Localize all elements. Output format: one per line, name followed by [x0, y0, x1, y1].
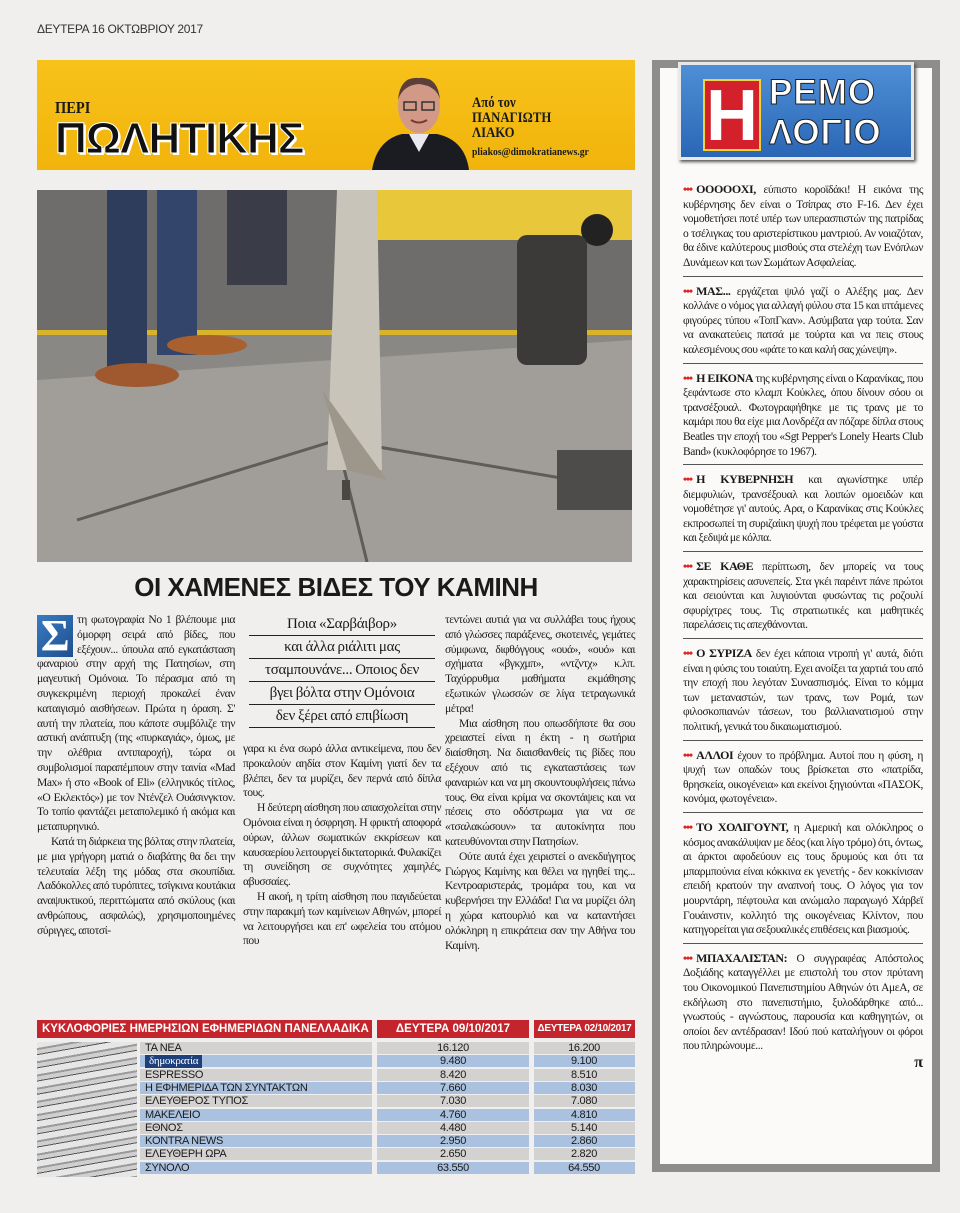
- newspaper-name: ΣΥΝΟΛΟ: [145, 1161, 190, 1174]
- circulation-week-2: 4.810: [570, 1108, 598, 1121]
- bullet-icon: •••: [683, 184, 693, 196]
- author-portrait: [367, 70, 472, 170]
- item-body: και αγωνίστηκε υπέρ διεμφυλιών, τρανσέξουαλ και λοιπών ομοειδών και νομοθέτησε γι' αυτούς. Αρα, ο Καρανίκας στις Κούκλες εκπροσωπεί τη συριζαίικη ψυχή που τρέφεται με γούστα και ξεδιψά με κόλπα.: [683, 474, 923, 545]
- article-paragraph: τεντώνει αυτιά για να συλλάβει τους ήχους από γλώσσες παράξενες, σκοτεινές, γεμάτες σύμφωνα, διφθόγγους «ουά», «ουό» και σχήματα «βγκχμπ», «ντζντχ» κ.λπ. Ταχύρρυθμα μαθήματα εκμάθησης εξωτικών γλωσσών σε λίγα τετραγωνικά μέτρα!: [445, 613, 635, 715]
- item-lead: ΣΕ ΚΑΘΕ: [696, 559, 754, 574]
- circulation-week-2: 2.860: [570, 1135, 598, 1148]
- sidebar-item: [683, 369, 923, 466]
- column-header-week-2: ΔΕΥΤΕΡΑ 02/10/2017: [534, 1020, 635, 1038]
- pull-quote-line: και άλλα ριάλιτι μας: [249, 636, 435, 659]
- article-paragraph: [37, 613, 235, 835]
- newspaper-name: δημοκρατία: [145, 1055, 202, 1068]
- article-paragraph: γαρα κι ένα σωρό άλλα αντικείμενα, που δεν προκαλούν αηδία στον Καμίνη γιατί δεν τα βλέπει, δεν τα μυρίζει, δεν περνά από δίπλα τους.: [243, 742, 441, 800]
- circulation-week-1: 16.120: [437, 1042, 469, 1054]
- circulation-week-1: 8.420: [439, 1068, 467, 1081]
- sidebar-items: [683, 180, 923, 1072]
- bullet-icon: •••: [683, 648, 693, 661]
- article-photo: [37, 190, 632, 562]
- pull-quote-line: βγει βόλτα στην Ομόνοια: [249, 682, 435, 705]
- bullet-icon: •••: [683, 821, 693, 834]
- newspaper-name: KONTRA NEWS: [145, 1135, 223, 1148]
- circulation-week-1: 4.760: [439, 1108, 467, 1121]
- table-title: ΚΥΚΛΟΦΟΡΙΕΣ ΗΜΕΡΗΣΙΩΝ ΕΦΗΜΕΡΙΔΩΝ ΠΑΝΕΛΛΑΔΙΚΑ: [37, 1020, 372, 1038]
- newspaper-name: Η ΕΦΗΜΕΡΙΔΑ ΤΩΝ ΣΥΝΤΑΚΤΩΝ: [145, 1081, 308, 1094]
- author-email[interactable]: pliakos@dimokratianews.gr: [472, 146, 589, 158]
- sidebar-logo: [678, 62, 914, 160]
- sidebar-item: [683, 949, 923, 1054]
- item-body: της κυβέρνησης είναι ο Καρανίκας, που ξεφάντωσε στο κλαμπ Κούκλες, όπου δίνουν σόου οι τρανσέξουαλ. Φωτογραφήθηκε με τις τρανς με το καμάρι που θα είχε μια Λονδρέζα αν πόζαρε δίπλα στους Beatles την εποχή του «Sgt Pepper's Lonely Hearts Club Band» (κυκλοφόρησε το 1967).: [683, 372, 923, 458]
- author-first-name: ΠΑΝΑΓΙΩΤΗ: [472, 110, 552, 126]
- item-body: έχουν το πρόβλημα. Αυτοί που η φύση, η ψυχή των οπαδών τους βρίσκεται στο «πατρίδα, θρησκεία, οικογένεια» και εκείνοι ξηγιούνται «ΠΑΣΟΚ, κονόμα, φωτογένεια».: [683, 749, 923, 806]
- logo-line-2: ΛΟΓΙΟ: [769, 113, 882, 152]
- newspaper-name: ΕΛΕΥΘΕΡΟΣ ΤΥΠΟΣ: [145, 1095, 249, 1108]
- item-body: εύπιστο κοροϊδάκι! Η εικόνα της κυβέρνησης δεν είναι ο Τσίπρας στο F-16. Δεν έχει νομοθετήσει ποτέ υπέρ των υπερασπιστών της πατρίδας ο τσέλιγκας του αριστερίστικου μαντριού. Αν νοιαζόταν, θα έδινε καλύτερους μισθούς στα στελέχη των Ενόπλων Δυνάμεων και των Σωμάτων Ασφαλείας.: [683, 184, 923, 269]
- signature: π: [914, 1053, 923, 1071]
- logo-letter: Η: [703, 79, 761, 151]
- sidebar-item: [683, 470, 923, 552]
- author-byline: [472, 96, 551, 141]
- logo-line-1: ΡΕΜΟ: [769, 73, 877, 112]
- sidebar-item: [683, 644, 923, 741]
- circulation-week-2: 64.550: [568, 1161, 600, 1174]
- article-paragraph: Κατά τη διάρκεια της βόλτας στην πλατεία, με μια γρήγορη ματιά ο διαβάτης θα δει την τελευταία λέξη της μόδας στα σκουπίδια. Λαδόκολλες από τυρόπιτες, τσίγκινα κουτάκια αναψυκτικού, περιττώματα από σκύλους (και ανθρώπους, ασφαλώς), χρησιμοποιημένες σύριγγες, αποτσί-: [37, 834, 235, 937]
- sidebar-item: [683, 282, 923, 364]
- article-paragraph: Η ακοή, η τρίτη αίσθηση που παγιδεύεται στην παρακμή των καμίνειων Αθηνών, μπορεί να λειτουργήσει και επ' ωφελεία του ατόμου που: [243, 889, 441, 948]
- circulation-week-1: 2.650: [439, 1148, 467, 1161]
- circulation-week-2: 9.100: [570, 1055, 598, 1068]
- sidebar-item: [683, 746, 923, 813]
- pull-quote-line: τσαμπουνάνε... Οποιος δεν: [249, 659, 435, 682]
- circulation-week-1: 2.950: [439, 1135, 467, 1148]
- bullet-icon: •••: [683, 561, 693, 574]
- article-paragraph: Μια αίσθηση που οπωσδήποτε θα σου χρειαστεί είναι η έκτη - η σωτήρια διαίσθηση. Να διαισθανθείς τις βίδες που εξέχουν από τις εγκαταστάσεις των φαναριών και να μη σκουντουφλήσεις πάνω τους. Θα είναι κρίμα να σκοντάψεις και να πέσεις στο οδόστρωμα για να σε «τσαλακώσουν» τα αυτοκίνητα που κατευθύνονται στην Πατησίων.: [445, 716, 635, 848]
- column-kicker: ΠΕΡΙ: [55, 98, 91, 117]
- sidebar-item: [683, 557, 923, 639]
- pull-quote-line: Ποια «Σαρβάιβορ»: [249, 613, 435, 636]
- circulation-week-1: 7.660: [439, 1081, 467, 1094]
- circulation-week-1: 63.550: [437, 1161, 469, 1174]
- circulation-week-2: 2.820: [570, 1148, 598, 1161]
- column-header-week-1: ΔΕΥΤΕΡΑ 09/10/2017: [377, 1020, 529, 1038]
- table-row: [37, 1069, 635, 1082]
- item-lead: Ο ΣΥΡΙΖΑ: [696, 646, 752, 661]
- newspaper-name: ESPRESSO: [145, 1068, 204, 1081]
- table-row: [37, 1135, 635, 1148]
- bullet-icon: •••: [683, 749, 693, 762]
- table-row: [37, 1148, 635, 1161]
- item-lead: ΑΛΛΟΙ: [696, 747, 734, 762]
- circulation-week-2: 7.080: [570, 1095, 598, 1108]
- article-column-2: [243, 613, 441, 949]
- item-lead: Η ΕΙΚΟΝΑ: [696, 370, 754, 385]
- circulation-week-2: 5.140: [570, 1121, 598, 1134]
- paragraph-text: τη φωτογραφία Νο 1 βλέπουμε μια όμορφη σειρά από βίδες, που εξέχουν... ύπουλα από εγκατάσταση φαναριού στην αρχή της Πατησίων, στη μαγευτική Ομόνοια. Το πέρασμα από τη συγκεκριμένη περιοχή προκαλεί έναν καταιγισμό αισθήσεων. Πρώτα η όραση. Σ' αυτή την πλατεία, που κάποτε συμβόλιζε την αστική ανάπτυξη (της «πυρκαγιάς», όμως, με την ολέθρια αντιπαροχή), τώρα οι συμβολισμοί παραπέμπουν στην ταινία «Mad Max» ή στο «Book of Eli» (ελληνικός τίτλος, «Ο Εκλεκτός») με τον Ντένζελ Ουάσινγκτον. Το τοπίο φαντάζει μεταπολεμικό ή ακόμα και μεταπυρηνικό.: [37, 613, 235, 834]
- pull-quote: [249, 613, 435, 728]
- item-body: Ο συγγραφέας Απόστολος Δοξιάδης καταγγέλλει με επιστολή του στον πρύτανη του Οικονομικού Πανεπιστημίου Αθηνών ότι ΑμεΑ, σε εκδήλωση στο πανεπιστήμιο, ξυλοδάρθηκε από... γνωστούς - αγνώστους, παρουσία και καθηγητών, οι οποίοι δεν αντέδρασαν! Ιδού πού καταλήγουν οι φόροι που πληρώνουμε...: [683, 952, 923, 1053]
- sidebar-item: [683, 180, 923, 277]
- byline-line: Από τον: [472, 95, 516, 111]
- newspaper-name: ΤΑ ΝΕΑ: [145, 1042, 182, 1054]
- article-paragraph: Η δεύτερη αίσθηση που απασχολείται στην Ομόνοια είναι η όσφρηση. Η φρικτή αποφορά ούρων, άλλων σωματικών εκκρίσεων και καυσαερίου λειτουργεί δικτατορικά. Φυλακίζει τη συνείδηση σε συχνότητες χαμηλές, αβυσσαίες.: [243, 801, 441, 889]
- sidebar-item: [683, 818, 923, 944]
- newspaper-name: ΜΑΚΕΛΕΙΟ: [145, 1108, 201, 1121]
- article-column-1: [37, 613, 235, 939]
- table-row: [37, 1122, 635, 1135]
- article-column-3: [445, 613, 635, 953]
- circulation-week-2: 8.030: [570, 1081, 598, 1094]
- issue-date: ΔΕΥΤΕΡΑ 16 ΟΚΤΩΒΡΙΟΥ 2017: [37, 22, 203, 36]
- table-row: [37, 1042, 635, 1055]
- item-lead: Η ΚΥΒΕΡΝΗΣΗ: [696, 472, 794, 487]
- pull-quote-line: δεν ξέρει από επιβίωση: [249, 705, 435, 728]
- table-row: [37, 1082, 635, 1095]
- item-lead: ΜΠΑΧΑΛΙΣΤΑΝ:: [696, 950, 788, 965]
- column-header-banner: [37, 60, 635, 170]
- item-lead: ΤΟ ΧΟΛΙΓΟΥΝΤ,: [696, 819, 789, 834]
- table-row: [37, 1095, 635, 1108]
- circulation-week-2: 16.200: [568, 1042, 600, 1054]
- drop-cap: Σ: [37, 615, 73, 657]
- table-row: [37, 1162, 635, 1175]
- item-lead: ΟΟΟΟΟΧΙ,: [696, 182, 756, 196]
- author-last-name: ΛΙΑΚΟ: [472, 125, 515, 141]
- column-title: ΠΩΛΗΤΙΚΗΣ: [55, 114, 304, 163]
- bullet-icon: •••: [683, 952, 693, 965]
- circulation-week-1: 4.480: [439, 1121, 467, 1134]
- item-body: περίπτωση, δεν μπορείς να τους χαρακτηρίσεις ασυνεπείς. Στα γκέι παρέιντ πάνε πρώτοι και σειούνται και λυγιούνται φυσώντας τις ροζουλί σφυρίχτρες τους. Τις στρατιωτικές και μαθητικές παρελάσεις τις απεχθάνονται.: [683, 561, 923, 632]
- bullet-icon: •••: [683, 372, 693, 385]
- article-paragraph: Ούτε αυτά έχει χειριστεί ο ανεκδιήγητος Γιώργος Καμίνης και θέλει να ηγηθεί της... Κεντροαριστεράς, τρομάρα του, και να κυβερνήσει την Ελλάδα! Για να μυρίζει όλη η χώρα κατουρλιό και να καταντήσει ολόκληρη η επικράτεια σαν την Αθήνα του Καμίνη.: [445, 849, 635, 952]
- circulation-week-1: 7.030: [439, 1095, 467, 1108]
- table-row: [37, 1055, 635, 1068]
- article-headline: ΟΙ ΧΑΜΕΝΕΣ ΒΙΔΕΣ ΤΟΥ ΚΑΜΙΝΗ: [134, 572, 538, 602]
- item-body: εργάζεται ψιλό γαζί ο Αλέξης μας. Δεν κολλάνε ο νόμος για αλλαγή φύλου στα 15 και ιπτάμενες φιγούρες τύπου «ΤοπΓκαν». Ασύμβατα γαρ τούτα. Σαν να ανακατεύεις πατσά με τούρτα και να πεις στους καλεσμένους σου «φάτε το και καλή σας χώνεψη».: [683, 285, 924, 356]
- item-body: η Αμερική και ολόκληρος ο κόσμος ανακάλυψαν με δέος (και λίγο τρόμο) ότι, όντως, αι άρκτοι αφοδεύουν εις τους δρυμούς και ότι τα μπαρμπούνια είναι κόκκινα εκ γενετής - δεν κοκκίνισαν επειδή κρατούν την αναπνοή τους. Ο λόγος για τον μουρντάρη, πέφτουλα και ανώμαλο παραγωγό Χάρβεϊ Γουάινστιν, κολλητό της οικογένειας Κλίντον, που κατηγορείται για σεξουαλικές επιθέσεις και βιασμούς.: [683, 821, 923, 937]
- circulation-week-1: 9.480: [439, 1055, 467, 1068]
- newspaper-name: ΕΘΝΟΣ: [145, 1121, 183, 1134]
- bullet-icon: •••: [683, 285, 693, 298]
- circulation-week-2: 8.510: [570, 1068, 598, 1081]
- newspaper-name: ΕΛΕΥΘΕΡΗ ΩΡΑ: [145, 1148, 227, 1161]
- table-row: [37, 1109, 635, 1122]
- item-body: δεν έχει κάποια ντροπή γι' αυτά, διότι είναι η φύσις του τοιαύτη. Εχει ανοίξει τα χαρτιά του από την εποχή που λεγόταν Συνασπισμός. Είναι το κόμμα των μεταναστών, των τρανς, των Ρομά, των φιλοσκοπιανών τάσεων, του βαλλιανατισμού στην πολιτική, γενικά του δικαιωματισμού.: [683, 648, 923, 733]
- bullet-icon: •••: [683, 474, 693, 487]
- item-lead: ΜΑΣ...: [696, 283, 731, 298]
